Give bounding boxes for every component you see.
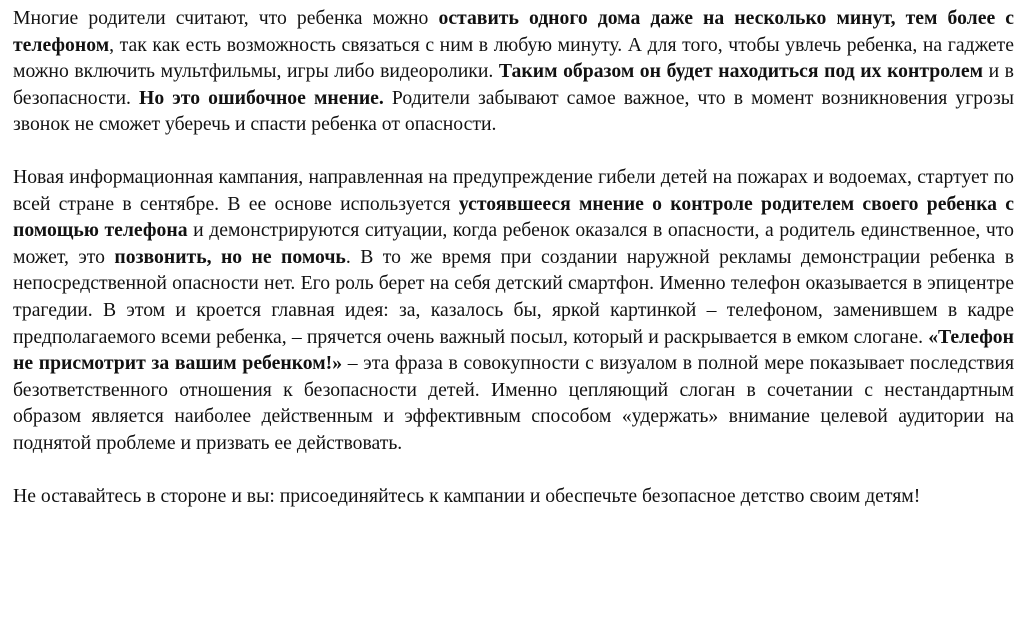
text-segment: – эта фраза в совокупности с визуалом в полной мере показывает последствия безответственного отношения к безопасности детей. Именно цепляющий слоган в сочетании с нестандартным образом является наиболее действенным и эффективным способом «удержать» внимание целевой аудитории на поднятой проблеме и призвать ее действовать. xyxy=(13,352,1014,454)
text-segment: Многие родители считают, что ребенка можно xyxy=(13,7,439,29)
text-segment: и демонстрируются ситуации, когда ребенок оказался в опасности, а родитель единственное, что может, это xyxy=(13,219,1015,268)
text-segment: Новая информационная кампания, направленная на предупреждение гибели детей на пожарах и водоемах, стартует по всей стране в сентябре. В ее основе используется xyxy=(13,165,1014,215)
bold-text-segment: Таким образом он будет находиться под их контролем xyxy=(498,60,983,83)
bold-text-segment: устоявшееся мнение о контроле родителем своего ребенка с помощью телефона xyxy=(13,192,1014,242)
bold-text-segment: позвонить, но не помочь xyxy=(114,245,346,268)
text-segment: . В то же время при создании наружной рекламы демонстрации ребенка в непосредственной опасности нет. Его роль берет на себя детский смартфон. Именно телефон оказывается в эпицентре трагедии. В этом и кроется главная идея: за, казалось бы, яркой картинкой – телефоном, заменившем в кадре предполагаемого всеми ребенка, – прячется очень важный посыл, который и раскрывается в емком слогане. xyxy=(13,245,1015,348)
bold-text-segment: Но это ошибочное мнение. xyxy=(139,86,384,109)
document-body xyxy=(13,0,1014,509)
text-segment: Не оставайтесь в стороне и вы: присоединяйтесь к кампании и обеспечьте безопасное детство своим детям! xyxy=(13,484,921,507)
text-segment: и в безопасности. xyxy=(13,60,1014,109)
paragraph-campaign-description xyxy=(13,164,1014,457)
text-segment: Родители забывают самое важное, что в момент возникновения угрозы звонок не сможет уберечь и спасти ребенка от опасности. xyxy=(13,86,1014,136)
slogan-text: «Телефон не присмотрит за вашим ребенком!» xyxy=(13,325,1014,375)
bold-text-segment: оставить одного дома даже на несколько минут, тем более с телефоном xyxy=(13,7,1015,56)
paragraph-call-to-action xyxy=(13,483,1014,510)
text-segment: , так как есть возможность связаться с ним в любую минуту. А для того, чтобы увлечь ребенка, на гаджете можно включить мультфильмы, игры либо видеоролики. xyxy=(13,33,1014,83)
paragraph-parents-opinion xyxy=(13,5,1014,138)
